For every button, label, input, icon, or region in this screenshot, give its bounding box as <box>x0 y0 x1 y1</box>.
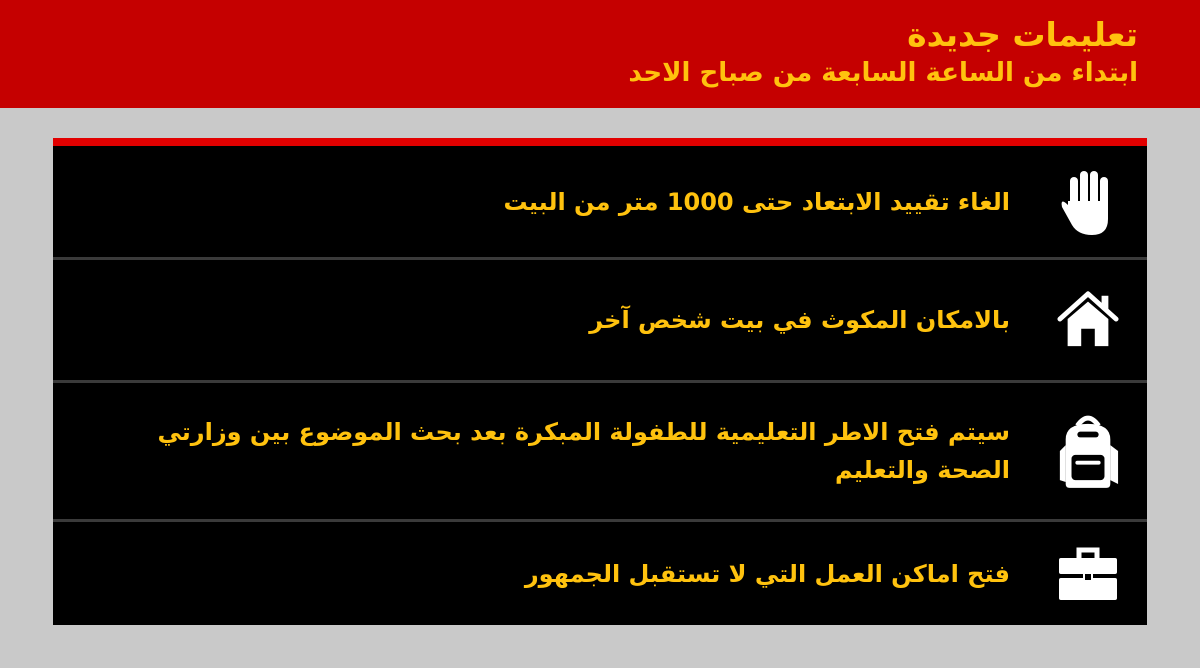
page-subtitle: ابتداء من الساعة السابعة من صباح الاحد <box>628 58 1138 88</box>
instruction-item <box>53 383 1147 519</box>
toolbox-icon <box>1056 546 1120 602</box>
hand-stop-icon <box>1056 167 1120 237</box>
header-banner <box>0 0 1200 108</box>
instruction-item <box>53 260 1147 380</box>
instruction-text: فتح اماكن العمل التي لا تستقبل الجمهور <box>524 559 1010 588</box>
instruction-text: بالامكان المكوث في بيت شخص آخر <box>589 306 1010 334</box>
instruction-text: سيتم فتح الاطر التعليمية للطفولة المبكرة بعد بحث الموضوع بين وزارتي الصحة والتعليم <box>157 418 1010 484</box>
backpack-icon <box>1056 411 1120 491</box>
house-icon <box>1056 287 1120 353</box>
instructions-panel <box>53 138 1147 625</box>
instruction-item <box>53 146 1147 257</box>
instruction-item <box>53 522 1147 625</box>
instruction-text: الغاء تقييد الابتعاد حتى 1000 متر من البيت <box>503 187 1010 216</box>
page-title: تعليمات جديدة <box>907 15 1138 54</box>
